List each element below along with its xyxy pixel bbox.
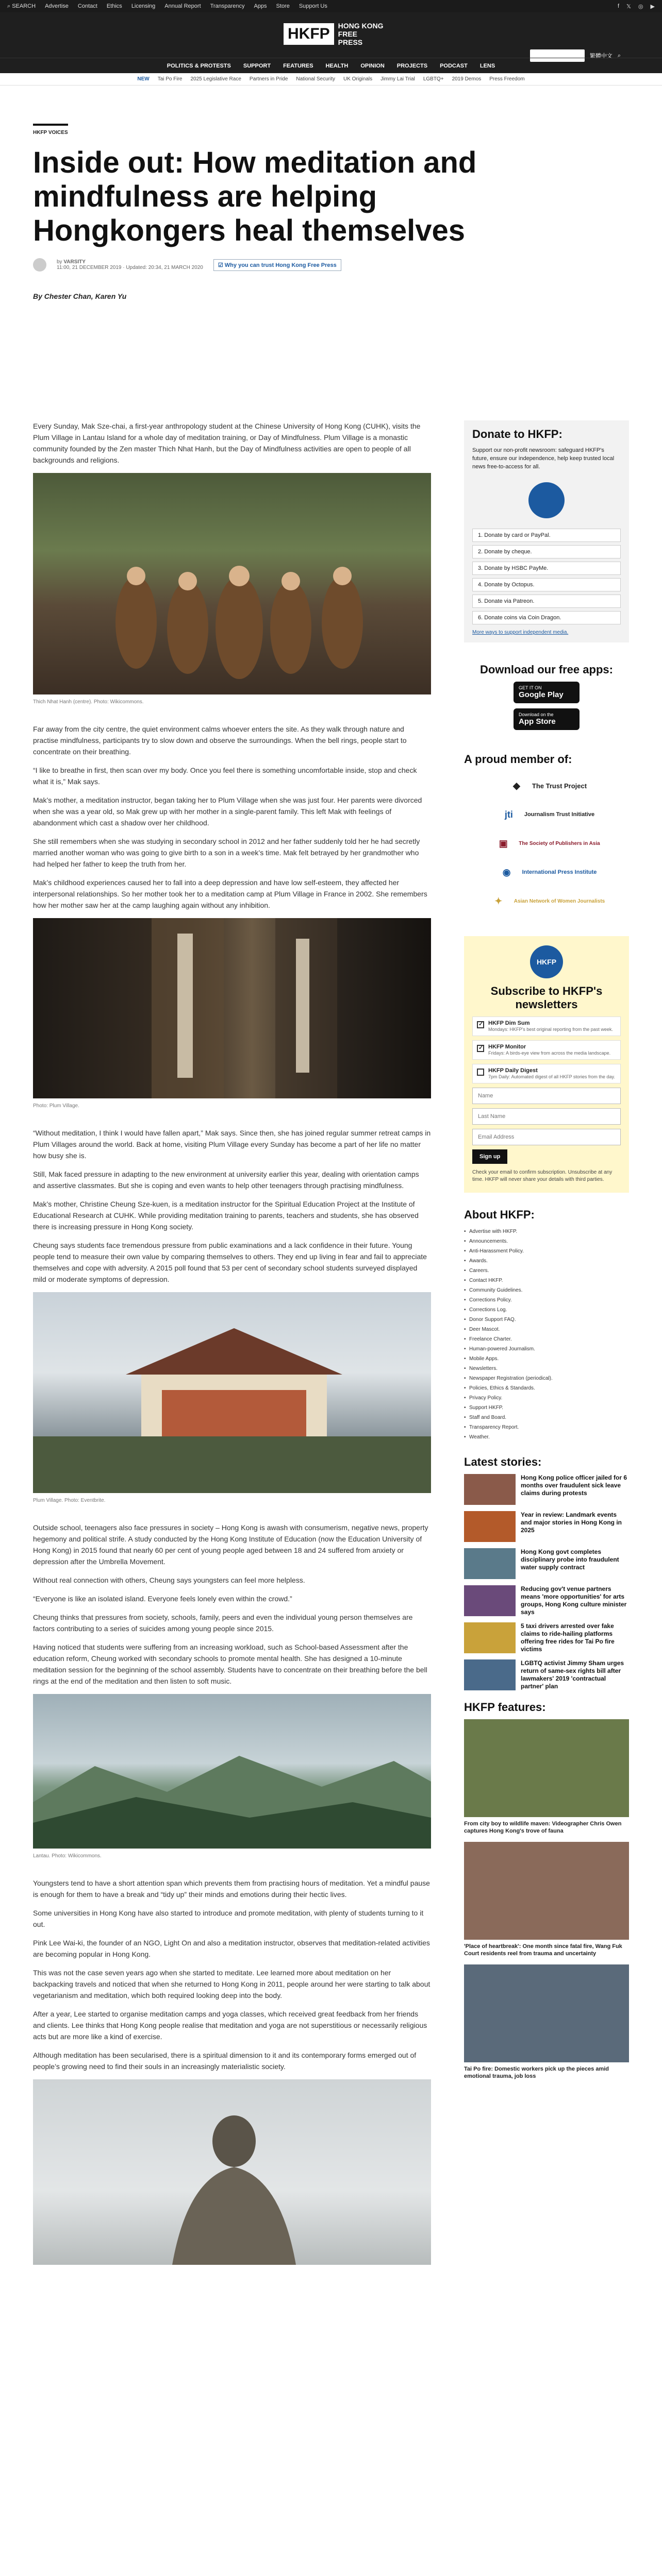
author-meta: by VARSITY 11:00, 21 DECEMBER 2019 · Updated: 20:34, 21 MARCH 2020: [57, 259, 203, 270]
paragraph: “Everyone is like an isolated island. Everyone feels lonely even within the crowd.”: [33, 1595, 292, 1603]
nav-politics[interactable]: POLITICS & PROTESTS: [167, 62, 231, 69]
tag-link[interactable]: National Security: [296, 76, 335, 82]
sidebar: [464, 420, 629, 2087]
article-body: [33, 420, 431, 2280]
figure-temple: [33, 1292, 431, 1506]
store-link[interactable]: Store: [276, 3, 290, 9]
figure-buddha: [33, 2079, 431, 2265]
about-link[interactable]: • Corrections Policy.: [464, 1295, 629, 1305]
about-link[interactable]: • Deer Mascot.: [464, 1325, 629, 1334]
donate-heading: Donate to HKFP:: [472, 428, 562, 440]
paragraph: Youngsters tend to have a short attention span which prevents them from practising hours of meditation. Yet a mindful pause is enough for them to have a break and “tidy up” their minds and emotions during their hectic lives.: [33, 1879, 430, 1899]
checkbox[interactable]: [477, 1021, 484, 1028]
about-link[interactable]: • Transparency Report.: [464, 1422, 629, 1432]
article-header: [33, 124, 629, 300]
photo-buddha[interactable]: [33, 2079, 431, 2265]
nav-podcast[interactable]: PODCAST: [440, 62, 468, 69]
paragraph: She still remembers when she was studying in secondary school in 2012 and her father suddenly told her he had secretly married another woman who was going to give birth to a son in a week’s time. Mak felt betrayed by her grandmother who had helped her father to keep the truth from her.: [33, 837, 420, 868]
about-link[interactable]: • Corrections Log.: [464, 1305, 629, 1315]
search-icon[interactable]: ⌕: [617, 52, 621, 59]
tag-link[interactable]: UK Originals: [343, 76, 373, 82]
members-section: [464, 753, 629, 916]
feature-title[interactable]: 'Place of heartbreak': One month since fatal fire, Wang Fuk Court residents reel from trauma and uncertainty: [464, 1943, 622, 1957]
paragraph: After a year, Lee started to organise meditation camps and yoga classes, which received great feedback from her friends and clients. Lee thinks that Hong Kong people realise that meditation and yoga are not superstitious or necessarily religious acts but are more like a kind of exercise.: [33, 2010, 427, 2041]
donate-card-paypal-link[interactable]: 1. Donate by card or PayPal.: [472, 529, 621, 542]
main-nav: [0, 58, 662, 73]
latest-heading: Latest stories:: [464, 1455, 542, 1468]
about-link[interactable]: • Anti-Harassment Policy.: [464, 1246, 629, 1256]
paragraph: Mak’s childhood experiences caused her to fall into a deep depression and have low self-esteem, they affected her interpersonal relationships. So her mother took her to a meditation camp at Plum Village in France in 2002. She remembers how her mother saw her at the camp laughing again without any inhibition.: [33, 878, 427, 909]
story-title[interactable]: 5 taxi drivers arrested over fake claims to ride-hailing platforms offering free rides for Tai Po fire victims: [521, 1622, 615, 1653]
about-link[interactable]: • Contact HKFP.: [464, 1276, 629, 1285]
newsletter-box: [464, 936, 629, 1193]
paragraph: Every Sunday, Mak Sze-chai, a first-year anthropology student at the Chinese University of Hong Kong (CUHK), visits the Plum Village in Lantau Island for a whole day of meditation training, or Day of Mindfulness. Plum Village is a monastic community founded by the Zen master Thich Nhat Hanh, but the Day of Mindfulness activities are open to people of all backgrounds and religions.: [33, 422, 421, 464]
author-org-link[interactable]: VARSITY: [63, 259, 86, 265]
newsletter-option-digest[interactable]: HKFP Daily Digest 7pm Daily: Automated digest of all HKFP stories from the day.: [472, 1064, 621, 1083]
apps-heading: Download our free apps:: [480, 663, 613, 676]
photo-calligraphy[interactable]: [33, 918, 431, 1098]
features-heading: HKFP features:: [464, 1701, 546, 1714]
paragraph: Having noticed that students were suffering from an increasing workload, such as School-based Assessment after the education reform, Cheung worked with secondary schools to promote mental health. She has designed a 10-minute meditation session for the beginning of the school assembly. Students have to concentrate on their breathing before the bell rings at the end of the meditation and then listen to soft music.: [33, 1643, 427, 1685]
about-link[interactable]: • Awards.: [464, 1256, 629, 1266]
newsletter-note: Check your email to confirm subscription. Unsubscribe at any time. HKFP will never share your details with third parties.: [472, 1170, 613, 1182]
annual-report-link[interactable]: Annual Report: [164, 3, 201, 9]
apps-section: [464, 663, 629, 730]
about-link[interactable]: • Announcements.: [464, 1236, 629, 1246]
about-link[interactable]: • Policies, Ethics & Standards.: [464, 1383, 629, 1393]
paragraph: “I like to breathe in first, then scan over my body. Once you feel there is something uncomfortable inside, stop and check what it is,” Mak says.: [33, 766, 417, 786]
about-link[interactable]: • Freelance Charter.: [464, 1334, 629, 1344]
member-anwj[interactable]: ✦ Asian Network of Women Journalists: [464, 887, 629, 916]
ipi-icon: ◉: [502, 867, 511, 877]
paragraph: Mak’s mother, Christine Cheung Sze-kuen, is a meditation instructor for the Spiritual Education Project at the Institute of Educational Research at CUHK. While providing meditation training to parents, teachers and students, she has observed there is increasing pressure in Hong Kong society.: [33, 1200, 419, 1231]
story-thumbnail[interactable]: [464, 1548, 516, 1579]
about-link[interactable]: • Human-powered Journalism.: [464, 1344, 629, 1354]
paragraph: “Without meditation, I think I would have fallen apart,” Mak says. Since then, she has joined regular summer retreat camps in Plum Villages around the world. Back at home, visiting Plum Village every Sunday has become a part of her life no matter how busy she is.: [33, 1129, 431, 1160]
paragraph: Some universities in Hong Kong have also started to introduce and promote meditation, with plenty of students turning to it out.: [33, 1909, 424, 1928]
publish-dates: 11:00, 21 DECEMBER 2019 · Updated: 20:34, 21 MARCH 2020: [57, 265, 203, 270]
newsletter-heading: Subscribe to HKFP's newsletters: [490, 985, 603, 1011]
tag-link[interactable]: Partners in Pride: [249, 76, 288, 82]
paragraph: Cheung says students face tremendous pressure from public examinations and a lack confidence in their future. Young people tend to measure their own value by comparing themselves to others. They end up living in fear and fail to appreciate themselves and cope with adversity. A 2015 poll found that 53 per cent of secondary school students surveyed displayed mild or moderate symptoms of depression.: [33, 1241, 427, 1283]
photo-temple[interactable]: [33, 1292, 431, 1493]
photo-caption: Thich Nhat Hanh (centre). Photo: Wikicommons.: [33, 699, 144, 705]
story-title[interactable]: Hong Kong govt completes disciplinary probe into fraudulent water supply contract: [521, 1548, 619, 1571]
member-jti[interactable]: jti Journalism Trust Initiative: [464, 800, 629, 829]
trust-project-icon: ◆: [512, 780, 520, 791]
last-name-field[interactable]: [472, 1108, 621, 1125]
licensing-link[interactable]: Licensing: [131, 3, 156, 9]
contact-link[interactable]: Contact: [77, 3, 97, 9]
newsletter-option-dimsum[interactable]: ✓ HKFP Dim Sum Mondays: HKFP's best original reporting from the past week.: [472, 1016, 621, 1036]
about-link[interactable]: • Newsletters.: [464, 1364, 629, 1374]
trust-badge[interactable]: ☑ Why you can trust Hong Kong Free Press: [213, 259, 341, 271]
paragraph: Mak’s mother, a meditation instructor, began taking her to Plum Village when she was just four. Her parents were divorced when she was a year old, so Mak grew up with her mother in a single-parent family. This left Mak with feelings of abandonment which cast a shadow over her childhood.: [33, 796, 422, 827]
tag-link[interactable]: 2025 Legislative Race: [190, 76, 241, 82]
support-hkfp-button[interactable]: SUPPORT HKFP: [530, 49, 585, 62]
about-link[interactable]: • Weather.: [464, 1432, 629, 1442]
latest-story[interactable]: [464, 1622, 629, 1653]
tag-link[interactable]: Jimmy Lai Trial: [380, 76, 415, 82]
story-title[interactable]: Hong Kong police officer jailed for 6 months over fraudulent sick leave claims during protests: [521, 1474, 627, 1497]
email-field[interactable]: [472, 1129, 621, 1145]
nav-projects[interactable]: PROJECTS: [396, 62, 428, 69]
logo-mark: HKFP: [284, 23, 334, 45]
article-headline: Inside out: How meditation and mindfulness are helping Hongkongers heal themselves: [33, 146, 477, 247]
story-thumbnail[interactable]: [464, 1622, 516, 1653]
story-title[interactable]: Year in review: Landmark events and major stories in Hong Kong in 2025: [521, 1511, 622, 1534]
article-byline: By Chester Chan, Karen Yu: [33, 292, 127, 300]
feature-thumbnail[interactable]: [464, 1719, 629, 1817]
instagram-icon[interactable]: ◎: [638, 3, 643, 10]
newsletter-logo: HKFP: [530, 945, 563, 978]
tag-link[interactable]: LGBTQ+: [423, 76, 444, 82]
figure-lantau: [33, 1694, 431, 1862]
paragraph: This was not the case seven years ago when she started to meditate. Lee learned more about meditation on her backpacking travels and noticed that when she returned to Hong Kong in 2011, people around her were starting to talk about vegetarianism and meditation, which both required looking deep into the body.: [33, 1969, 431, 1999]
donate-payme-link[interactable]: 3. Donate by HSBC PayMe.: [472, 562, 621, 575]
site-header: [0, 12, 662, 73]
photo-lantau[interactable]: [33, 1694, 431, 1849]
nav-health[interactable]: HEALTH: [325, 62, 349, 69]
advertise-link[interactable]: Advertise: [45, 3, 69, 9]
apps-link[interactable]: Apps: [254, 3, 267, 9]
transparency-link[interactable]: Transparency: [210, 3, 245, 9]
nav-support[interactable]: SUPPORT: [243, 62, 271, 69]
new-label: NEW: [137, 76, 150, 82]
story-title[interactable]: LGBTQ activist Jimmy Sham urges return of same-sex rights bill after lawmakers' 2019 'contractual partner' plan: [521, 1659, 624, 1690]
figure-calligraphy: [33, 918, 431, 1112]
members-heading: A proud member of:: [464, 753, 572, 766]
article-category[interactable]: HKFP VOICES: [33, 124, 68, 135]
about-list: [464, 1227, 629, 1442]
latest-story[interactable]: [464, 1585, 629, 1616]
member-trust-project[interactable]: ◆ The Trust Project: [464, 771, 629, 800]
story-thumbnail[interactable]: [464, 1585, 516, 1616]
nav-features[interactable]: FEATURES: [283, 62, 313, 69]
newsletter-option-monitor[interactable]: ✓ HKFP Monitor Fridays: A birds-eye view from across the media landscape.: [472, 1040, 621, 1060]
photo-caption: Photo: Plum Village.: [33, 1103, 79, 1109]
trending-tags-bar: [0, 73, 662, 86]
checkbox[interactable]: [477, 1069, 484, 1076]
nav-lens[interactable]: LENS: [479, 62, 495, 69]
about-link[interactable]: • Careers.: [464, 1266, 629, 1276]
support-us-link[interactable]: Support Us: [299, 3, 327, 9]
donate-logo: [472, 477, 621, 523]
paragraph: Still, Mak faced pressure in adapting to the new environment at university earlier this year, dealing with orientation camps and assertive classmates. But she is coping and even wants to help other teenagers through practising mindfulness.: [33, 1170, 419, 1190]
about-link[interactable]: • Advertise with HKFP.: [464, 1227, 629, 1236]
tag-link[interactable]: Tai Po Fire: [157, 76, 183, 82]
about-heading: About HKFP:: [464, 1208, 535, 1221]
social-icons: [618, 3, 655, 10]
donate-cheque-link[interactable]: 2. Donate by cheque.: [472, 545, 621, 558]
language-switch[interactable]: 繁體中文: [589, 53, 613, 59]
photo-caption: Lantau. Photo: Wikicommons.: [33, 1853, 102, 1859]
tag-link[interactable]: 2019 Demos: [452, 76, 482, 82]
ethics-link[interactable]: Ethics: [106, 3, 122, 9]
paragraph: Far away from the city centre, the quiet environment calms whoever enters the site. As they walk through nature and practise mindfulness, participants try to slow down and observe the surroundings. When the bell rings, people start to concentrate on their breathing.: [33, 725, 407, 756]
about-link[interactable]: • Community Guidelines.: [464, 1285, 629, 1295]
latest-story[interactable]: [464, 1659, 629, 1690]
more-ways-link[interactable]: More ways to support independent media.: [472, 630, 569, 635]
latest-story[interactable]: [464, 1511, 629, 1542]
top-utility-bar: [0, 0, 662, 12]
paragraph: Pink Lee Wai-ki, the founder of an NGO, Light On and also a meditation instructor, observes that meditation-related activities are becoming popular in Hong Kong.: [33, 1939, 430, 1958]
donate-box: [464, 420, 629, 642]
photo-caption: Plum Village. Photo: Eventbrite.: [33, 1498, 106, 1503]
name-field[interactable]: [472, 1088, 621, 1104]
site-logo[interactable]: [284, 22, 384, 46]
paragraph: Although meditation has been secularised, there is a spiritual dimension to it and its contemporary forms emerged out of people’s growing need to find their souls in an increasingly materialistic society.: [33, 2051, 417, 2071]
figure-monks: [33, 473, 431, 708]
facebook-icon[interactable]: f: [617, 3, 620, 9]
nav-opinion[interactable]: OPINION: [360, 62, 385, 69]
donate-intro: Support our non-profit newsroom: safeguard HKFP's future, ensure our independence, help keep trusted local news free-to-access for all.: [472, 447, 615, 470]
checkbox[interactable]: [477, 1045, 484, 1052]
about-link[interactable]: • Newspaper Registration (periodical).: [464, 1374, 629, 1383]
signup-button[interactable]: Sign up: [472, 1149, 507, 1164]
story-thumbnail[interactable]: [464, 1659, 516, 1690]
sopa-icon: ▣: [499, 838, 508, 849]
story-thumbnail[interactable]: [464, 1511, 516, 1542]
paragraph: Outside school, teenagers also face pressures in society – Hong Kong is awash with consumerism, negative news, property hegemony and political strife. A study conducted by the Hong Kong Institute of Education (now the Education University of Hong Kong) in 2015 found that nearly 60 per cent of young people aged between 18 and 24 suffered from anxiety or depression after the Umbrella Movement.: [33, 1523, 428, 1566]
donate-octopus-link[interactable]: 4. Donate by Octopus.: [472, 578, 621, 591]
member-sopa[interactable]: ▣ The Society of Publishers in Asia: [464, 829, 629, 858]
tag-link[interactable]: Press Freedom: [489, 76, 525, 82]
about-link[interactable]: • Support HKFP.: [464, 1403, 629, 1413]
feature-thumbnail[interactable]: [464, 1964, 629, 2062]
jti-icon: jti: [504, 809, 513, 820]
paragraph: Cheung thinks that pressures from society, schools, family, peers and even the individual young person themselves are factors contributing to a series of suicides among young people since 2015.: [33, 1613, 413, 1633]
feature-thumbnail[interactable]: [464, 1842, 629, 1940]
x-icon[interactable]: 𝕏: [626, 3, 631, 10]
paragraph: Without real connection with others, Cheung says youngsters can feel more helpless.: [33, 1576, 305, 1584]
latest-section: [464, 1455, 629, 1690]
about-link[interactable]: • Staff and Board.: [464, 1413, 629, 1422]
youtube-icon[interactable]: ▶: [650, 3, 655, 10]
about-link[interactable]: • Donor Support FAQ.: [464, 1315, 629, 1325]
latest-story[interactable]: [464, 1548, 629, 1579]
google-play-button[interactable]: GET IT ON Google Play: [514, 682, 580, 703]
logo-text: HONG KONG FREE PRESS: [338, 22, 384, 46]
donate-patreon-link[interactable]: 5. Donate via Patreon.: [472, 595, 621, 608]
donate-coins-link[interactable]: 6. Donate coins via Coin Dragon.: [472, 611, 621, 624]
latest-story[interactable]: [464, 1474, 629, 1505]
anwj-icon: ✦: [494, 895, 503, 906]
feature-title[interactable]: Tai Po fire: Domestic workers pick up the pieces amid emotional trauma, job loss: [464, 2066, 609, 2079]
member-ipi[interactable]: ◉ International Press Institute: [464, 858, 629, 887]
photo-monks[interactable]: [33, 473, 431, 694]
about-section: [464, 1208, 629, 1442]
app-store-button[interactable]: Download on the App Store: [514, 708, 580, 730]
story-thumbnail[interactable]: [464, 1474, 516, 1505]
feature-title[interactable]: From city boy to wildlife maven: Videographer Chris Owen captures Hong Kong's trove of fauna: [464, 1821, 622, 1834]
features-section: [464, 1701, 629, 2080]
search-link[interactable]: ⌕ SEARCH: [7, 3, 36, 9]
about-link[interactable]: • Privacy Policy.: [464, 1393, 629, 1403]
about-link[interactable]: • Mobile Apps.: [464, 1354, 629, 1364]
author-avatar: [33, 258, 46, 272]
story-title[interactable]: Reducing gov't venue partners means 'more opportunities' for arts groups, Hong Kong culture minister says: [521, 1585, 627, 1616]
